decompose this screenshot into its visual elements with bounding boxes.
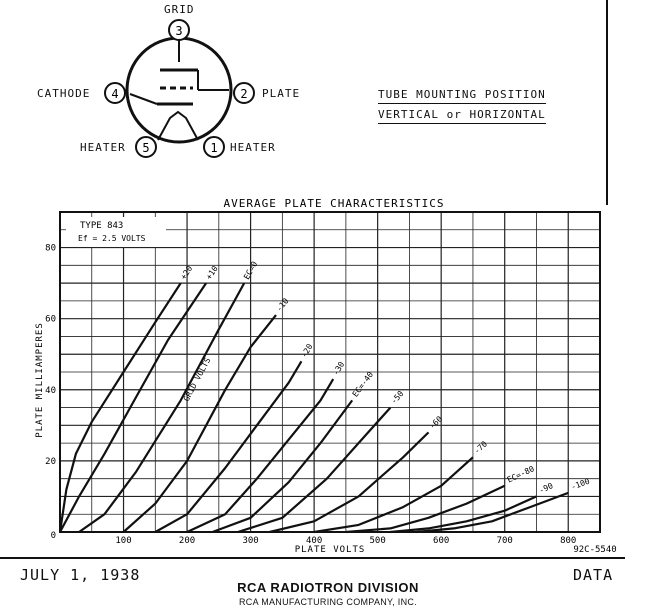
series-label: GRID VOLTS xyxy=(181,356,213,403)
grid xyxy=(60,212,600,532)
y-axis-label: PLATE MILLIAMPERES xyxy=(35,322,45,438)
data-label: DATA xyxy=(573,566,614,584)
curve-label: -30 xyxy=(331,360,347,378)
curve-10 xyxy=(346,486,505,532)
pin-number: 2 xyxy=(240,87,248,101)
labels xyxy=(45,244,591,546)
type-label: TYPE 843 xyxy=(80,221,124,231)
division-name: RCA RADIOTRON DIVISION xyxy=(237,580,419,595)
y-tick-label: 20 xyxy=(45,456,56,467)
pin-label-plate: PLATE xyxy=(262,87,301,100)
x-tick-label: 300 xyxy=(242,536,259,546)
pin-number: 1 xyxy=(210,141,218,155)
curve-label: -70 xyxy=(472,439,490,456)
filament-label: Ef = 2.5 VOLTS xyxy=(78,234,146,243)
y-tick-label: 60 xyxy=(45,314,56,325)
mounting-value: VERTICAL or HORIZONTAL xyxy=(378,108,546,124)
company-name: RCA MANUFACTURING COMPANY, INC. xyxy=(239,597,417,607)
x-tick-label: 100 xyxy=(115,536,132,546)
x-tick-label: 500 xyxy=(369,536,386,546)
curve-label: -60 xyxy=(427,414,445,431)
pin-label-grid: GRID xyxy=(164,3,195,16)
pin-number: 5 xyxy=(142,141,150,155)
x-tick-label: 700 xyxy=(496,536,513,546)
pin-label-heater-right: HEATER xyxy=(230,141,276,154)
chart-note: 92C-5540 xyxy=(573,545,617,555)
pin-label-cathode: CATHODE xyxy=(37,87,91,100)
x-tick-label: 800 xyxy=(560,536,577,546)
y-tick-label: 40 xyxy=(45,385,56,396)
curve-label: -90 xyxy=(537,481,555,496)
y-tick-label: 80 xyxy=(45,243,56,254)
x-tick-label: 400 xyxy=(305,536,323,546)
origin-tick-label: 0 xyxy=(50,531,56,541)
pin-number: 4 xyxy=(111,87,119,101)
mounting-title: TUBE MOUNTING POSITION xyxy=(378,88,546,104)
curve-label: EC=-80 xyxy=(505,464,536,485)
curve-label: -100 xyxy=(569,476,591,492)
curve-4 xyxy=(155,361,301,532)
x-tick-label: 200 xyxy=(178,536,196,546)
chart-title: AVERAGE PLATE CHARACTERISTICS xyxy=(223,197,445,210)
curve-8 xyxy=(270,432,429,532)
x-axis-label: PLATE VOLTS xyxy=(294,545,366,555)
pin-number: 3 xyxy=(175,24,183,38)
x-tick-label: 600 xyxy=(433,536,450,546)
curve-label: +10 xyxy=(204,264,220,282)
pin-label-heater-left: HEATER xyxy=(80,141,126,154)
curve-label: EC=0 xyxy=(242,259,260,282)
date: JULY 1, 1938 xyxy=(20,566,141,584)
curve-label: EC=-40 xyxy=(350,370,376,399)
curve-label: -50 xyxy=(389,389,406,406)
curve-label: +20 xyxy=(178,264,195,282)
curve-label: -20 xyxy=(299,342,315,360)
curve-label: -10 xyxy=(274,296,291,314)
curve-9 xyxy=(314,457,473,532)
